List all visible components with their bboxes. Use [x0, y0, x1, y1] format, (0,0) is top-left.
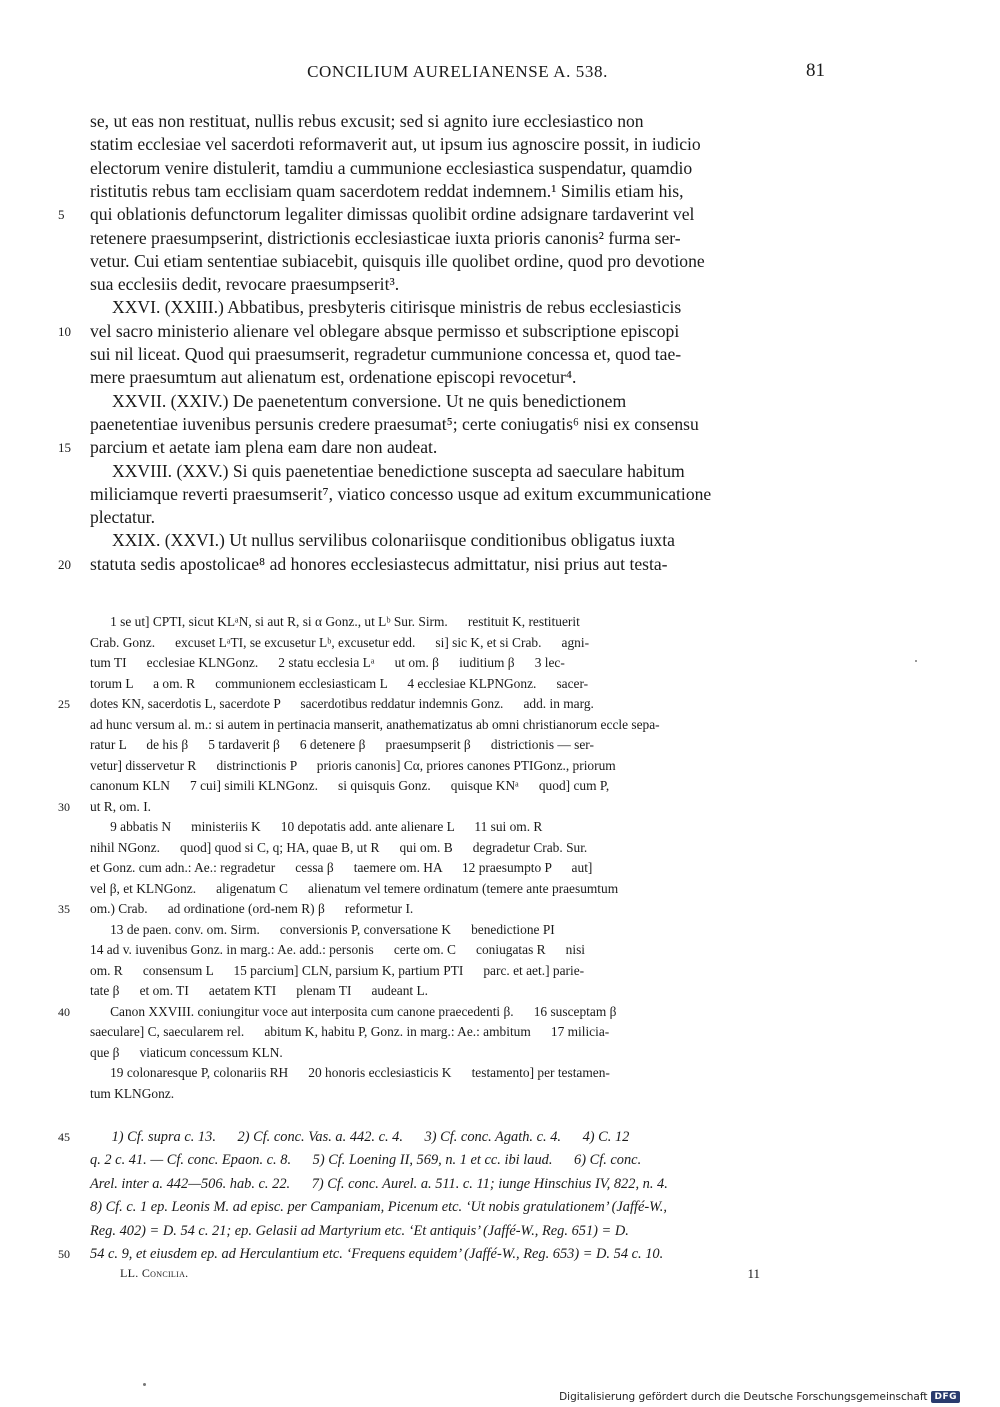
line-number [58, 1043, 88, 1063]
printer-signature: 11 [747, 1266, 760, 1281]
apparatus-line: vetur] disservetur R distrinctionis P prioris canonis] Cα, priores canones PTIGonz., priorum [90, 757, 616, 773]
footnote-line: 8) Cf. c. 1 ep. Leonis M. ad episc. per Campaniam, Picenum etc. ‘Ut nobis gratulationem’ (Jaffé-W., [90, 1199, 668, 1216]
line-number [58, 715, 88, 735]
line-number [58, 1196, 88, 1219]
text-line: miliciamque reverti praesumserit⁷, viatico concesso usque ad exitum excummunicatione [90, 483, 712, 504]
apparatus-line: et Gonz. cum adn.: Ae.: regradetur cessa β taemere om. HA 12 praesumpto P aut] [90, 860, 593, 875]
series-label: LL. Concilia. [120, 1266, 189, 1280]
text-line: statim ecclesiae vel sacerdoti reformaverit aut, ut ipsum ius agnoscire possit, in iudicio [90, 134, 701, 155]
apparatus-line: 13 de paen. conv. om. Sirm. conversionis P, conversatione K benedictione PI [90, 921, 555, 937]
text-line: vetur. Cui etiam sententiae subiacebit, quisquis ille quolibet ordine, quod pro devotione [90, 250, 705, 271]
line-number [58, 110, 88, 133]
apparatus-line: 1 se ut] CPTI, sicut KLᵃN, si aut R, si α Gonz., ut Lᵇ Sur. Sirm. restituit K, restituerit [90, 614, 580, 629]
apparatus-line: 19 colonaresque P, colonariis RH 20 honoris ecclesiasticis K testamento] per testamen- [90, 1065, 610, 1080]
line-number: 20 [58, 556, 71, 572]
apparatus-line: Crab. Gonz. excuset LᵃTI, se excusetur Lᵇ, excusetur edd. si] sic K, et si Crab. agni- [90, 634, 590, 650]
line-number [58, 940, 88, 960]
text-line: sua ecclesiis dedit, revocare praesumpserit³. [90, 274, 400, 295]
line-number [58, 483, 88, 506]
apparatus-line: om. R consensum L 15 parcium] CLN, parsium K, partium PTI parc. et aet.] parie- [90, 962, 585, 978]
dfg-logo: DFG [931, 1391, 960, 1403]
line-number [58, 858, 88, 878]
apparatus-line: tum TI ecclesiae KLNGonz. 2 statu ecclesia Lᵃ ut om. β iuditium β 3 lec- [90, 655, 565, 670]
line-number: 10 [58, 323, 71, 339]
text-line: paenetentiae iuvenibus persunis credere praesumat⁵; certe coniugatis⁶ nisi ex consensu [90, 413, 699, 434]
running-title: CONCILIUM AURELIANENSE A. 538. [307, 62, 608, 81]
text-line: se, ut eas non restituat, nullis rebus excusit; sed si agnito iure ecclesiastico non [90, 111, 644, 131]
line-number [58, 413, 88, 436]
text-line: vel sacro ministerio alienare vel oblegare absque permisso et subscriptione episcopi [90, 320, 680, 341]
apparatus-line: dotes KN, sacerdotis L, sacerdote P sacerdotibus reddatur indemnis Gonz. add. in marg. [90, 696, 594, 711]
apparatus-line: torum L a om. R communionem ecclesiasticam L 4 ecclesiae KLPNGonz. sacer- [90, 675, 589, 691]
line-number [58, 366, 88, 389]
footnote-line: 54 c. 9, et eiusdem ep. ad Herculantium etc. ‘Frequens equidem’ (Jaffé-W., Reg. 653) = D. 54 c. 10. [90, 1246, 664, 1262]
line-number [58, 633, 88, 653]
text-line: sui nil liceat. Quod qui praesumserit, regradetur cummunione concessa et, quod tae- [90, 344, 682, 364]
line-number [58, 273, 88, 296]
line-number [58, 879, 88, 899]
text-line: parcium et aetate iam plena eam dare non audeat. [90, 437, 438, 458]
apparatus-line: ut R, om. I. [90, 798, 152, 814]
page-number: 81 [806, 60, 825, 81]
footnote-line: Reg. 402) = D. 54 c. 21; ep. Gelasii ad Martyrium etc. ‘Et antiquis’ (Jaffé-W., Reg. 651) = D. [90, 1222, 629, 1239]
text-line: mere praesumtum aut alienatum est, ordenatione episcopi revocetur⁴. [90, 367, 577, 388]
line-number [58, 1173, 88, 1196]
line-number [58, 529, 88, 552]
line-number: 5 [58, 207, 65, 223]
apparatus-line: canonum KLN 7 cui] simili KLNGonz. si quisquis Gonz. quisque KNᵃ quod] cum P, [90, 778, 610, 793]
line-number [58, 133, 88, 156]
line-number: 15 [58, 440, 71, 456]
apparatus-line: om.) Crab. ad ordinatione (ord-nem R) β reformetur I. [90, 901, 414, 916]
line-number [58, 1063, 88, 1083]
line-number: 35 [58, 902, 70, 916]
line-number [58, 612, 88, 632]
apparatus-line: que β viaticum concessum KLN. [90, 1044, 283, 1060]
line-number [58, 1022, 88, 1042]
line-number: 30 [58, 799, 70, 814]
scan-speck [143, 1383, 146, 1386]
text-line: plectatur. [90, 507, 155, 528]
line-number [58, 296, 88, 319]
apparatus-line: Canon XXVIII. coniungitur voce aut interposita cum canone praecedenti β. 16 susceptam β [90, 1003, 617, 1019]
text-line: electorum venire distulerit, tamdiu a cummunione ecclesiastica suspendatur, quamdio [90, 157, 693, 178]
apparatus-line: tate β et om. TI aetatem KTI plenam TI audeant L. [90, 983, 429, 998]
apparatus-line: nihil NGonz. quod] quod si C, q; HA, quae B, ut R qui om. B degradetur Crab. Sur. [90, 839, 588, 855]
text-line: XXVI. (XXIII.) Abbatibus, presbyteris citirisque ministris de rebus ecclesiasticis [90, 297, 682, 318]
running-header [90, 62, 825, 90]
apparatus-line: ratur L de his β 5 tardaverit β 6 detenere β praesumpserit β districtionis — ser- [90, 737, 594, 752]
text-line: XXVII. (XXIV.) De paenetentum conversione. Ut ne quis benedictionem [90, 390, 627, 411]
credit-text: Digitalisierung gefördert durch die Deutsche Forschungsgemeinschaft [559, 1391, 928, 1403]
footnote-line: 1) Cf. supra c. 13. 2) Cf. conc. Vas. a. 442. c. 4. 3) Cf. conc. Agath. c. 4. 4) C. 12 [90, 1129, 630, 1145]
apparatus-line: 14 ad v. iuvenibus Gonz. in marg.: Ae. add.: personis certe om. C coniugatas R nisi [90, 942, 586, 957]
line-number: 25 [58, 697, 70, 711]
apparatus-line: ad hunc versum al. m.: si autem in pertinacia manserit, anathematizatus ab omni christianorum eccle sepa- [90, 716, 660, 732]
line-number [58, 1084, 88, 1104]
line-number [58, 735, 88, 755]
line-number [58, 506, 88, 529]
line-number [58, 343, 88, 366]
line-number [58, 390, 88, 413]
apparatus-line: tum KLNGonz. [90, 1085, 175, 1101]
line-number [58, 961, 88, 981]
line-number [58, 653, 88, 673]
line-number: 45 [58, 1130, 70, 1144]
line-number [58, 250, 88, 273]
line-number [58, 817, 88, 837]
line-number [58, 227, 88, 250]
apparatus-line: saeculare] C, saecularem rel. abitum K, habitu P, Gonz. in marg.: Ae.: ambitum 17 milicia- [90, 1024, 610, 1039]
text-line: XXVIII. (XXV.) Si quis paenetentiae benedictione suscepta ad saeculare habitum [90, 460, 685, 481]
line-number [58, 157, 88, 180]
footnote-line: q. 2 c. 41. — Cf. conc. Epaon. c. 8. 5) Cf. Loening II, 569, n. 1 et cc. ibi laud. 6) Cf. conc. [90, 1152, 642, 1169]
line-number [58, 981, 88, 1001]
footnote-line: Arel. inter a. 442—506. hab. c. 22. 7) Cf. conc. Aurel. a. 511. c. 11; iunge Hinschius IV, 822, n. 4. [90, 1175, 668, 1192]
line-number [58, 180, 88, 203]
apparatus-line: vel β, et KLNGonz. aligenatum C alienatum vel temere ordinatum (temere ante praesumtum [90, 880, 619, 896]
line-number [58, 460, 88, 483]
scan-speck [915, 660, 917, 662]
digitization-credit [559, 1391, 960, 1403]
text-line: ristitutis rebus tam ecclisiam quam sacerdotem reddat indemnem.¹ Similis etiam his, [90, 180, 684, 201]
text-line: retenere praesumpserint, districtionis ecclesiasticae iuxta prioris canonis² furma ser- [90, 227, 681, 248]
text-line: XXIX. (XXVI.) Ut nullus servilibus colonariisque conditionibus obligatus iuxta [90, 530, 675, 551]
text-line: qui oblationis defunctorum legaliter dimissas quolibit ordine adsignare tardaverint vel [90, 204, 695, 225]
line-number [58, 674, 88, 694]
line-number [58, 1220, 88, 1243]
page-footer [120, 1266, 760, 1286]
line-number [58, 838, 88, 858]
line-number [58, 756, 88, 776]
line-number [58, 920, 88, 940]
apparatus-line: 9 abbatis N ministeriis K 10 depotatis add. ante alienare L 11 sui om. R [90, 819, 543, 834]
text-line: statuta sedis apostolicae⁸ ad honores ecclesiastecus admittatur, nisi prius aut testa- [90, 553, 668, 574]
line-number [58, 1149, 88, 1172]
line-number: 40 [58, 1004, 70, 1019]
line-number [58, 776, 88, 796]
line-number: 50 [58, 1247, 70, 1261]
